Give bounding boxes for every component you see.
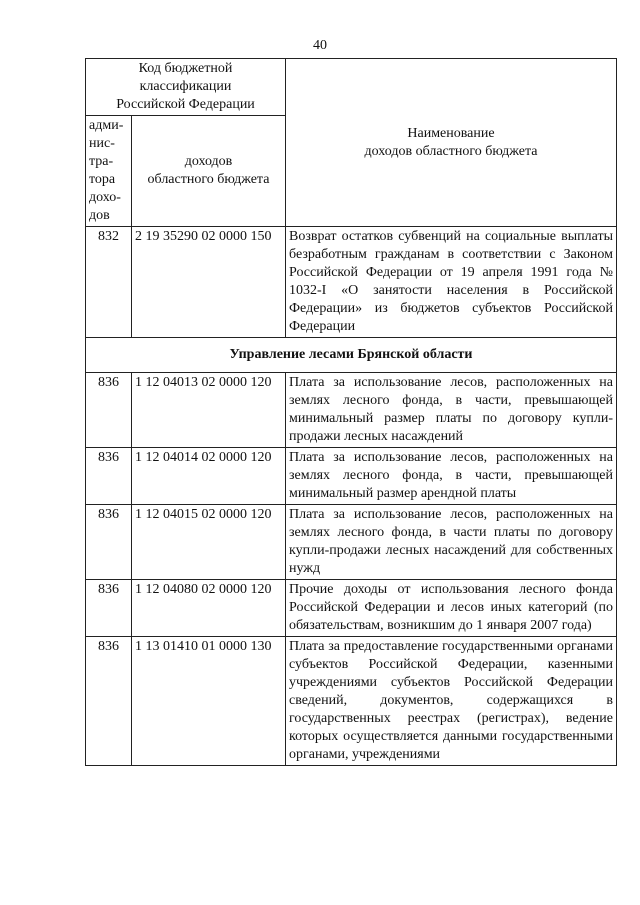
header-line: доходов: [184, 154, 233, 169]
header-line: доходов областного бюджета: [364, 143, 538, 159]
header-line: Наименование: [407, 125, 495, 141]
budget-code: 2 19 35290 02 0000 150: [132, 227, 286, 338]
header-line: нис-: [89, 136, 115, 151]
admin-code: 836: [86, 505, 132, 580]
header-line: Код бюджетной: [138, 61, 233, 76]
table-row: [86, 227, 617, 338]
table-row: [86, 637, 617, 766]
table-row: [86, 505, 617, 580]
admin-code: 836: [86, 448, 132, 505]
income-name: Плата за использование лесов, расположенных на землях лесного фонда, в части, превышающей минимальный размер арендной платы: [286, 448, 617, 505]
header-line: классификации: [139, 79, 232, 94]
header-line: дов: [89, 208, 110, 223]
budget-code: 1 12 04015 02 0000 120: [132, 505, 286, 580]
header-name: [286, 59, 617, 227]
header-line: областного бюджета: [147, 172, 270, 187]
budget-code: 1 12 04013 02 0000 120: [132, 373, 286, 448]
table-row: [86, 373, 617, 448]
header-line: дохо-: [89, 190, 121, 205]
budget-classification-table: [85, 58, 617, 766]
header-line: тра-: [89, 154, 114, 169]
admin-code: 836: [86, 373, 132, 448]
header-line: Российской Федерации: [116, 97, 255, 112]
header-admin: [86, 116, 132, 227]
section-title: Управление лесами Брянской области: [86, 338, 617, 373]
page-number: 40: [313, 38, 327, 53]
table-row: [86, 448, 617, 505]
income-name: Плата за использование лесов, расположенных на землях лесного фонда, в части, превышающей минимальный размер платы по договору купли-продажи лесных насаждений: [286, 373, 617, 448]
admin-code: 836: [86, 580, 132, 637]
budget-code: 1 12 04014 02 0000 120: [132, 448, 286, 505]
header-line: адми-: [89, 118, 124, 133]
table-row: [86, 580, 617, 637]
header-code-group: [86, 59, 286, 116]
header-income: [132, 116, 286, 227]
header-line: тора: [89, 172, 116, 187]
income-name: Плата за использование лесов, расположенных на землях лесного фонда, в части платы по договору купли-продажи лесных насаждений для собственных нужд: [286, 505, 617, 580]
table-header-row: [86, 59, 617, 116]
admin-code: 832: [86, 227, 132, 338]
budget-code: 1 12 04080 02 0000 120: [132, 580, 286, 637]
income-name: Прочие доходы от использования лесного фонда Российской Федерации и лесов иных категорий (по обязательствам, возникшим до 1 января 2007 года): [286, 580, 617, 637]
admin-code: 836: [86, 637, 132, 766]
budget-code: 1 13 01410 01 0000 130: [132, 637, 286, 766]
section-row: [86, 338, 617, 373]
income-name: Возврат остатков субвенций на социальные выплаты безработным гражданам в соответствии с Законом Российской Федерации от 19 апреля 1991 года № 1032-I «О занятости населения в Российской Федерации» из бюджетов субъектов Российской Федерации: [286, 227, 617, 338]
income-name: Плата за предоставление государственными органами субъектов Российской Федерации, казенными учреждениями субъектов Российской Федерации сведений, документов, содержащихся в государственных реестрах (регистрах), ведение которых осуществляется данными государственными органами, учреждениями: [286, 637, 617, 766]
